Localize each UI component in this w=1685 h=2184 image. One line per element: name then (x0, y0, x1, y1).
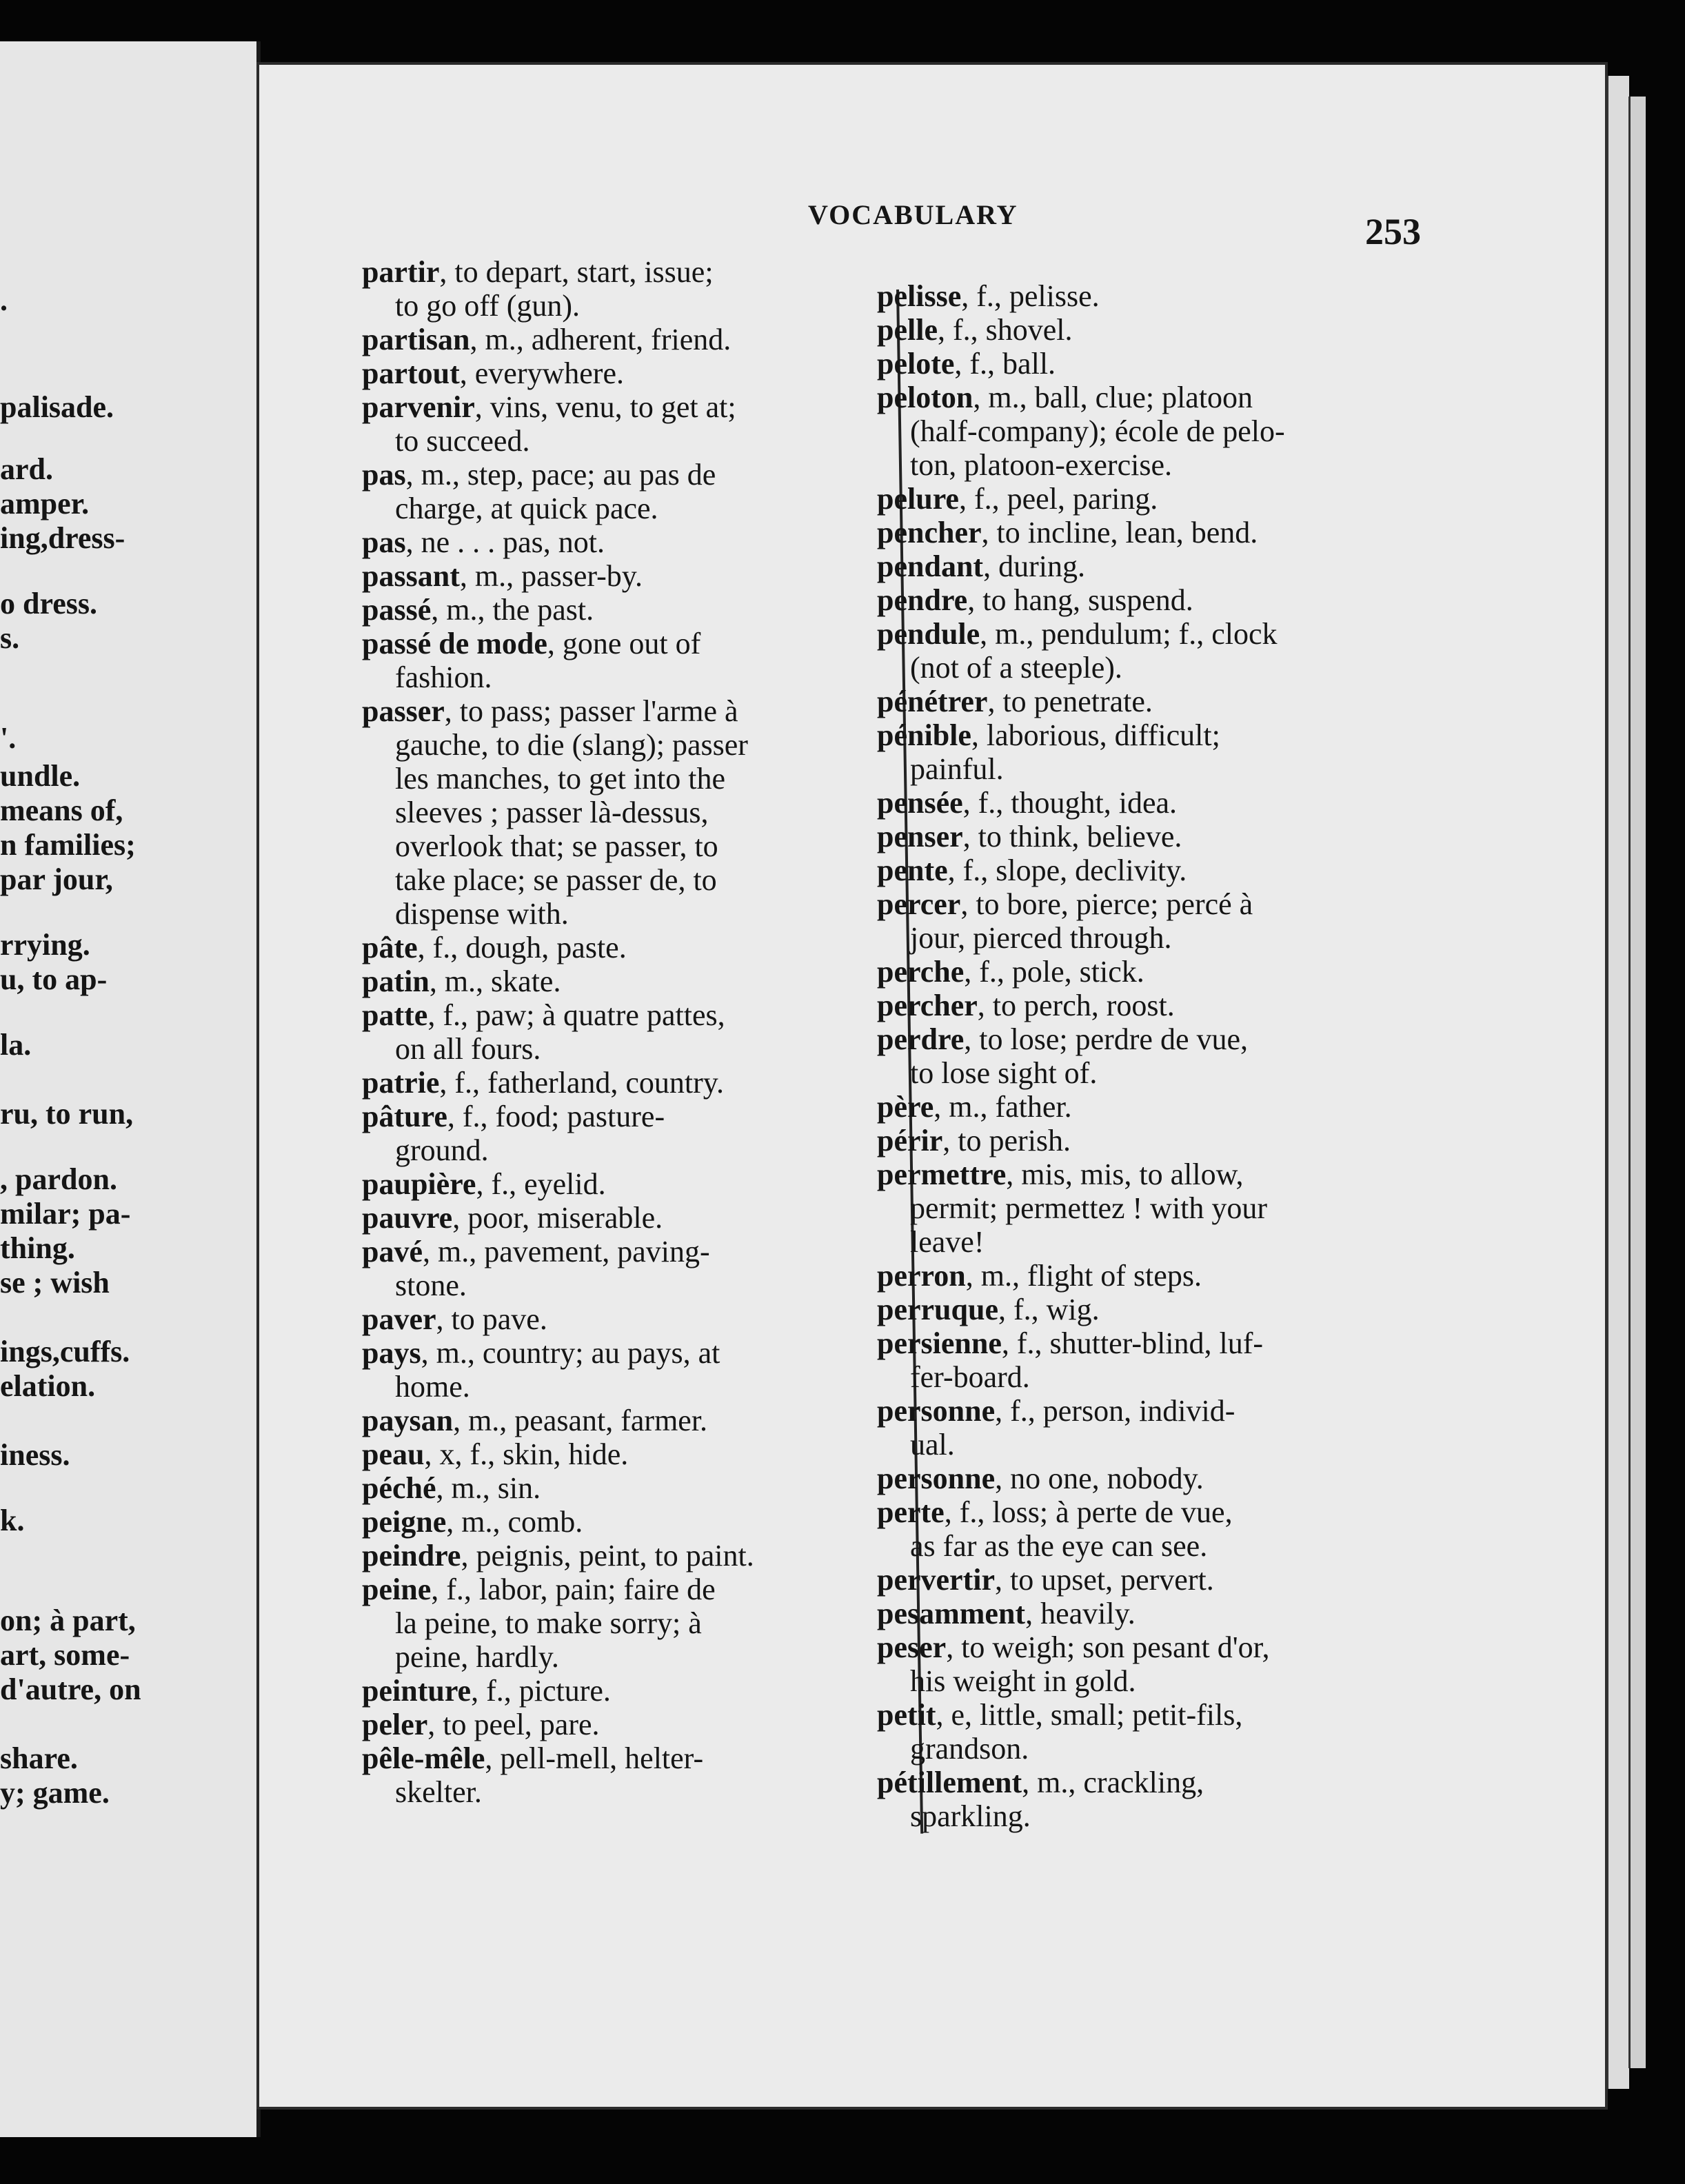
vocabulary-entry: partir, to depart, start, issue; (362, 255, 714, 289)
vocabulary-entry: pavé, m., pavement, paving- (362, 1235, 710, 1268)
vocabulary-entry: pétillement, m., crackling, (877, 1766, 1204, 1799)
fragment-line: ing,dress- (0, 521, 125, 555)
entry-continuation: ton, platoon-exercise. (910, 448, 1172, 482)
entry-continuation: painful. (910, 752, 1004, 786)
entry-continuation: to go off (gun). (395, 289, 581, 323)
vocabulary-entry: pénible, laborious, difficult; (877, 718, 1220, 752)
vocabulary-entry: pelure, f., peel, paring. (877, 482, 1158, 516)
vocabulary-entry: penser, to think, believe. (877, 820, 1182, 853)
fragment-line: y; game. (0, 1776, 110, 1810)
entry-continuation: his weight in gold. (910, 1664, 1136, 1698)
entry-continuation: (not of a steeple). (910, 651, 1122, 685)
vocabulary-entry: patte, f., paw; à quatre pattes, (362, 998, 725, 1032)
vocabulary-entry: partout, everywhere. (362, 356, 624, 390)
fragment-line: u, to ap- (0, 962, 108, 996)
vocabulary-entry: pêle-mêle, pell-mell, helter- (362, 1741, 704, 1775)
entry-continuation: take place; se passer de, to (395, 863, 717, 897)
previous-page-fragment (0, 41, 261, 2137)
fragment-line: undle. (0, 759, 81, 793)
fragment-line: milar; pa- (0, 1197, 131, 1231)
entry-continuation: fashion. (395, 660, 492, 694)
vocabulary-entry: perruque, f., wig. (877, 1293, 1100, 1326)
vocabulary-entry: patrie, f., fatherland, country. (362, 1066, 724, 1100)
vocabulary-entry: personne, no one, nobody. (877, 1462, 1204, 1495)
vocabulary-entry: peser, to weigh; son pesant d'or, (877, 1630, 1270, 1664)
vocabulary-entry: pénétrer, to penetrate. (877, 685, 1153, 718)
vocabulary-entry: passé de mode, gone out of (362, 627, 701, 660)
vocabulary-entry: pencher, to incline, lean, bend. (877, 516, 1258, 549)
page-edge (1606, 76, 1629, 2089)
vocabulary-entry: peigne, m., comb. (362, 1505, 583, 1539)
entry-continuation: stone. (395, 1268, 467, 1302)
fragment-line: ings,cuffs. (0, 1335, 130, 1368)
entry-continuation: to succeed. (395, 424, 530, 458)
fragment-line: amper. (0, 487, 90, 520)
entry-continuation: sparkling. (910, 1799, 1031, 1833)
vocabulary-entry: paupière, f., eyelid. (362, 1167, 606, 1201)
fragment-line: n families; (0, 828, 136, 862)
entry-continuation: (half-company); école de pelo- (910, 414, 1285, 448)
fragment-line: iness. (0, 1438, 70, 1472)
entry-continuation: les manches, to get into the (395, 762, 725, 796)
entry-continuation: grandson. (910, 1732, 1029, 1766)
running-head: VOCABULARY (808, 199, 1018, 230)
fragment-line: on; à part, (0, 1604, 136, 1637)
vocabulary-entry: parvenir, vins, venu, to get at; (362, 390, 736, 424)
fragment-line: par jour, (0, 862, 113, 896)
entry-continuation: permit; permettez ! with your (910, 1191, 1268, 1225)
entry-continuation: ground. (395, 1133, 489, 1167)
vocabulary-entry: pendre, to hang, suspend. (877, 583, 1193, 617)
entry-continuation: dispense with. (395, 897, 569, 931)
fragment-line: palisade. (0, 390, 114, 424)
vocabulary-entry: père, m., father. (877, 1090, 1072, 1124)
vocabulary-entry: pesamment, heavily. (877, 1597, 1136, 1630)
fragment-line: ard. (0, 452, 53, 486)
entry-continuation: peine, hardly. (395, 1640, 559, 1674)
vocabulary-entry: péché, m., sin. (362, 1471, 541, 1505)
entry-continuation: on all fours. (395, 1032, 541, 1066)
vocabulary-entry: pelisse, f., pelisse. (877, 279, 1100, 313)
vocabulary-entry: percher, to perch, roost. (877, 989, 1175, 1022)
fragment-line: share. (0, 1741, 78, 1775)
vocabulary-entry: pays, m., country; au pays, at (362, 1336, 720, 1370)
fragment-line: means of, (0, 793, 123, 827)
vocabulary-entry: paysan, m., peasant, farmer. (362, 1404, 708, 1437)
vocabulary-entry: peindre, peignis, peint, to paint. (362, 1539, 754, 1573)
vocabulary-entry: partisan, m., adherent, friend. (362, 323, 731, 356)
fragment-line: se ; wish (0, 1266, 110, 1300)
vocabulary-entry: pervertir, to upset, pervert. (877, 1563, 1214, 1597)
vocabulary-entry: percer, to bore, pierce; percé à (877, 887, 1253, 921)
vocabulary-entry: patin, m., skate. (362, 964, 561, 998)
entry-continuation: overlook that; se passer, to (395, 829, 718, 863)
vocabulary-entry: perron, m., flight of steps. (877, 1259, 1202, 1293)
entry-continuation: ual. (910, 1428, 955, 1462)
fragment-line: d'autre, on (0, 1672, 141, 1706)
entry-continuation: sleeves ; passer là-dessus, (395, 796, 709, 829)
fragment-line: . (0, 283, 8, 317)
vocabulary-entry: pente, f., slope, declivity. (877, 853, 1187, 887)
vocabulary-entry: périr, to perish. (877, 1124, 1071, 1157)
fragment-line: ru, to run, (0, 1097, 134, 1131)
vocabulary-entry: perche, f., pole, stick. (877, 955, 1144, 989)
vocabulary-column-right (877, 279, 1415, 1833)
vocabulary-entry: peine, f., labor, pain; faire de (362, 1573, 716, 1606)
fragment-line: elation. (0, 1369, 96, 1403)
vocabulary-column-left (362, 255, 886, 1809)
vocabulary-entry: pauvre, poor, miserable. (362, 1201, 663, 1235)
vocabulary-entry: passant, m., passer-by. (362, 559, 643, 593)
vocabulary-entry: peler, to peel, pare. (362, 1708, 600, 1741)
vocabulary-entry: permettre, mis, mis, to allow, (877, 1157, 1244, 1191)
fragment-line: , pardon. (0, 1162, 117, 1196)
vocabulary-entry: perte, f., loss; à perte de vue, (877, 1495, 1233, 1529)
vocabulary-entry: pelote, f., ball. (877, 347, 1056, 381)
vocabulary-entry: petit, e, little, small; petit-fils, (877, 1698, 1243, 1732)
entry-continuation: home. (395, 1370, 470, 1404)
entry-continuation: charge, at quick pace. (395, 492, 658, 525)
vocabulary-entry: peinture, f., picture. (362, 1674, 611, 1708)
vocabulary-entry: peau, x, f., skin, hide. (362, 1437, 629, 1471)
vocabulary-entry: passé, m., the past. (362, 593, 594, 627)
vocabulary-entry: pas, m., step, pace; au pas de (362, 458, 716, 492)
entry-continuation: as far as the eye can see. (910, 1529, 1208, 1563)
vocabulary-entry: pendule, m., pendulum; f., clock (877, 617, 1278, 651)
vocabulary-entry: pas, ne . . . pas, not. (362, 525, 605, 559)
entry-continuation: la peine, to make sorry; à (395, 1606, 702, 1640)
entry-continuation: leave! (910, 1225, 985, 1259)
vocabulary-entry: peloton, m., ball, clue; platoon (877, 381, 1253, 414)
vocabulary-entry: persienne, f., shutter-blind, luf- (877, 1326, 1264, 1360)
vocabulary-entry: paver, to pave. (362, 1302, 547, 1336)
fragment-line: o dress. (0, 587, 97, 620)
fragment-line: la. (0, 1028, 32, 1062)
fragment-line: '. (0, 721, 17, 755)
vocabulary-entry: pelle, f., shovel. (877, 313, 1073, 347)
vocabulary-entry: personne, f., person, individ- (877, 1394, 1235, 1428)
entry-continuation: jour, pierced through. (910, 921, 1172, 955)
entry-continuation: gauche, to die (slang); passer (395, 728, 748, 762)
vocabulary-entry: perdre, to lose; perdre de vue, (877, 1022, 1249, 1056)
page-number: 253 (1365, 211, 1421, 252)
entry-continuation: to lose sight of. (910, 1056, 1098, 1090)
fragment-line: k. (0, 1504, 25, 1537)
fragment-line: art, some- (0, 1638, 130, 1672)
entry-continuation: fer-board. (910, 1360, 1030, 1394)
fragment-line: rrying. (0, 928, 90, 962)
vocabulary-entry: passer, to pass; passer l'arme à (362, 694, 738, 728)
vocabulary-entry: pensée, f., thought, idea. (877, 786, 1178, 820)
page-edge (1628, 97, 1646, 2068)
fragment-line: thing. (0, 1231, 75, 1265)
vocabulary-entry: pâte, f., dough, paste. (362, 931, 627, 964)
vocabulary-entry: pendant, during. (877, 549, 1085, 583)
fragment-line: s. (0, 621, 20, 655)
entry-continuation: skelter. (395, 1775, 482, 1809)
vocabulary-entry: pâture, f., food; pasture- (362, 1100, 665, 1133)
